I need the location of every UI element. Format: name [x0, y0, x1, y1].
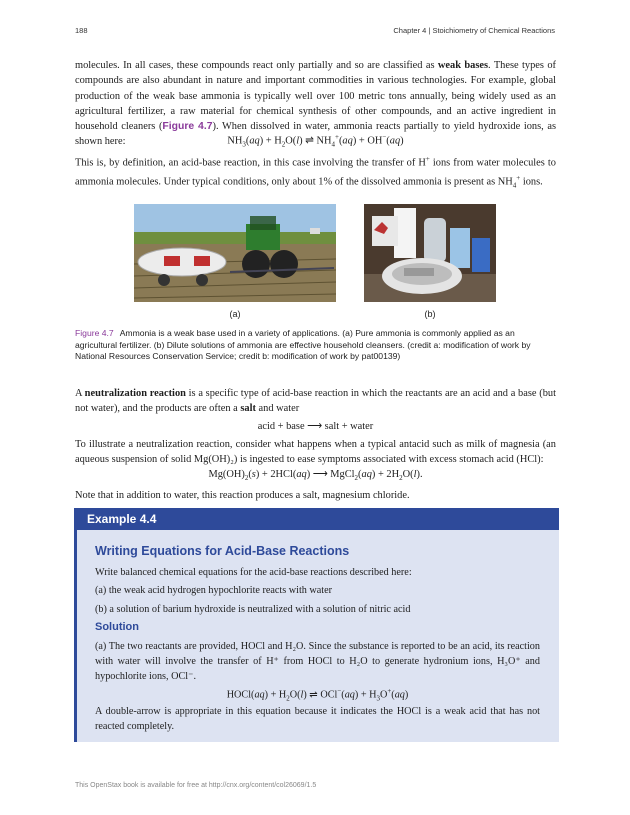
chapter-header: Chapter 4 | Stoichiometry of Chemical Reactions [393, 26, 555, 35]
example-header: Example 4.4 [74, 508, 559, 530]
ammonia-equation: $NH_3(aq) + H_2O(l)$ ⇌ $NH_4^+(aq) + OH^-(aq)$ [227, 133, 404, 149]
example-intro: Write balanced chemical equations for the acid-base reactions described here: [95, 567, 412, 578]
hypochlorite-equation: HOCl(aq) + $H_2O(l)$ ⇌ $OCl^-(aq) + H_3O^+(aq)$ [226, 687, 409, 703]
example-item-b: (b) a solution of barium hydroxide is neutralized with a solution of nitric acid [95, 604, 411, 615]
ammonia-tractor-photo [134, 204, 336, 302]
figure-label-a: (a) [229, 309, 241, 319]
figure-label-b: (b) [424, 309, 436, 319]
paragraph-salt-note: Note that in addition to water, this reaction produces a salt, magnesium chloride. [75, 490, 410, 501]
magnesium-equation: $Mg(OH)_2(s) + 2HCl(aq)$ ⟶ MgCl$_2$(aq) + $2H_2O(l)$. [208, 469, 423, 483]
figure-number: Figure 4.7 [75, 328, 114, 338]
paragraph-weak-bases: molecules. In all cases, these compounds react only partially and so are classified as weak bases. These types of compounds are also abundant in nature and important commodities in various technologies. For example, global production of the weak base ammonia is typically well over 100 metric tons annually, being widely used as an agricultural fertilizer, a raw material for chemical synthesis of other compounds, and an active ingredient in household cleaners (Figure 4.7). When dissolved in water, ammonia reacts partially to yield hydroxide ions, as shown here: [75, 60, 556, 148]
solution-conclusion: A double-arrow is appropriate in this equation because it indicates the HOCl is a weak acid that has not reacted completely. [95, 706, 540, 732]
solution-text: (a) The two reactants are provided, HOCl and H₂O. Since the substance is reported to be an acid, its reaction with water will involve the transfer of H⁺ from HOCl to H₂O to generate hydronium ions, H₃O⁺ and hypochlorite ions, OCl⁻. [95, 641, 540, 682]
paragraph-neutralization: A neutralization reaction is a specific type of acid-base reaction in which the reactants are an acid and a base (but not water), and the products are often a salt and water [75, 388, 556, 415]
page-footer: This OpenStax book is available for free at http://cnx.org/content/col26069/1.5 [75, 782, 317, 789]
page-number: 188 [75, 26, 88, 35]
figure-caption: Figure 4.7 Ammonia is a weak base used in a variety of applications. (a) Pure ammonia is commonly applied as an agricultural fertilizer. (b) Dilute solutions of ammonia are effective household cleansers. (credit a: modification of work by National Resources Conservation Service; credit b: modification of work by pat00139) [75, 328, 531, 362]
household-cleaners-photo [364, 204, 496, 302]
example-title: Writing Equations for Acid-Base Reactions [95, 544, 350, 558]
solution-label: Solution [95, 621, 139, 633]
paragraph-acid-base: This is, by definition, an acid-base reaction, in this case involving the transfer of H+ ions from water molecules to ammonia molecules. Under typical conditions, only about 1% of the dissolved ammonia is present as $NH_4^+$ ions. [75, 155, 556, 190]
figure-link[interactable]: Figure 4.7 [162, 121, 213, 133]
example-box [74, 508, 559, 742]
paragraph-antacid: To illustrate a neutralization reaction, consider what happens when a typical antacid such as milk of magnesia (an aqueous suspension of solid Mg(OH)₂) is ingested to ease symptoms associated with excess stomach acid (HCl): [75, 439, 556, 466]
example-item-a: (a) the weak acid hydrogen hypochlorite reacts with water [95, 585, 333, 596]
salt-equation: acid + base ⟶ salt + water [257, 421, 374, 432]
